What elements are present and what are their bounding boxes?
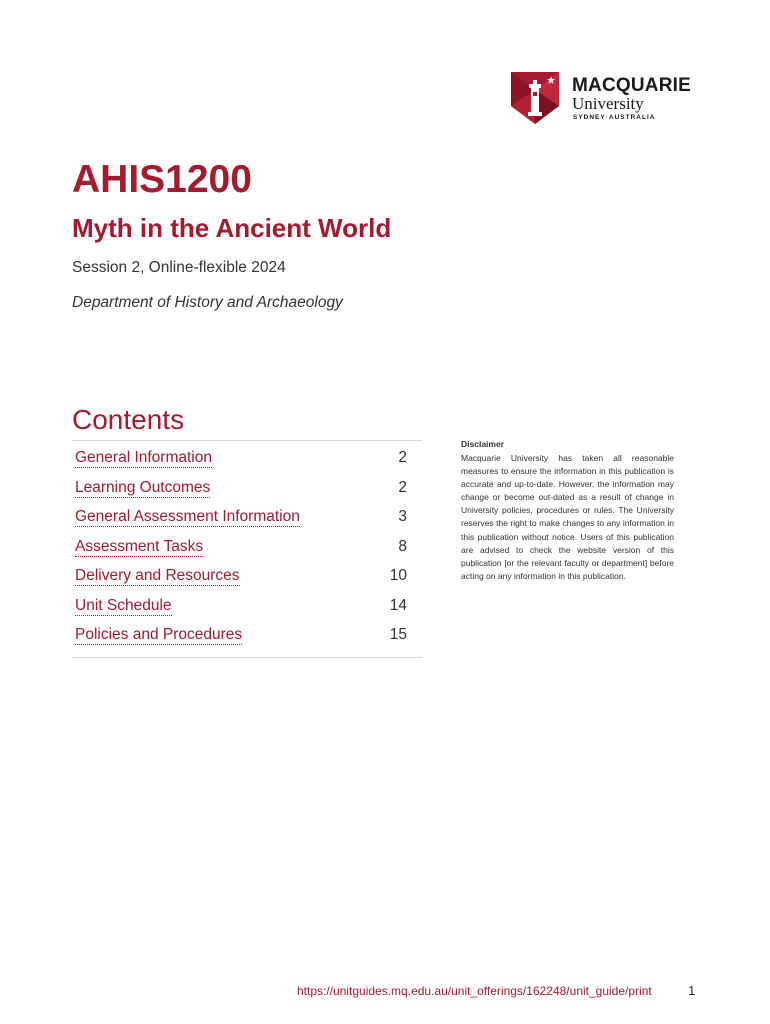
disclaimer-text: Macquarie University has taken all reasonable measures to ensure the information in this publication is accurate and up-to-date. However, the information may change or become out-dated as a result of change in University policies, procedures or rules. The University reserves the right to make changes to any information in this publication without notice. Users of this publication are advised to check the website version of this publication [or the relevant faculty or department] before acting on any information in this publication.	[461, 453, 674, 581]
footer-page-number: 1	[688, 983, 696, 998]
toc-page-number: 8	[398, 537, 407, 555]
toc-page-number: 2	[398, 449, 407, 466]
logo-location: SYDNEY·AUSTRALIA	[573, 114, 656, 121]
toc-item-unit-schedule	[72, 594, 422, 624]
toc-link-policies-and-procedures[interactable]: Policies and Procedures	[75, 626, 243, 643]
toc-page-number: 15	[389, 626, 407, 643]
disclaimer-title: Disclaimer	[461, 439, 504, 449]
logo-wordmark-macquarie: MACQUARIE	[572, 75, 691, 96]
unit-title: Myth in the Ancient World	[72, 213, 392, 243]
toc-item-general-information	[72, 446, 422, 476]
toc-item-delivery-and-resources	[72, 564, 422, 594]
toc-link-unit-schedule[interactable]: Unit Schedule	[75, 596, 172, 614]
contents-heading: Contents	[72, 404, 185, 435]
toc-page-number: 2	[398, 478, 407, 496]
toc-item-learning-outcomes	[72, 476, 422, 506]
toc-link-assessment-tasks[interactable]: Assessment Tasks	[75, 537, 204, 555]
toc-item-policies-and-procedures	[72, 623, 422, 653]
toc-link-learning-outcomes[interactable]: Learning Outcomes	[75, 478, 211, 496]
toc-page-number: 14	[389, 596, 407, 614]
toc-page-number: 3	[398, 508, 407, 525]
unit-code: AHIS1200	[72, 158, 252, 201]
university-crest-icon	[511, 72, 559, 124]
session-info: Session 2, Online-flexible 2024	[72, 259, 286, 276]
department-name: Department of History and Archaeology	[72, 294, 343, 311]
disclaimer-box	[461, 439, 674, 583]
footer-print-url-link[interactable]: https://unitguides.mq.edu.au/unit_offerings/162248/unit_guide/print	[297, 984, 652, 998]
toc-link-delivery-and-resources[interactable]: Delivery and Resources	[75, 567, 240, 584]
toc-link-general-information[interactable]: General Information	[75, 449, 212, 466]
logo-wordmark-university: University	[572, 94, 644, 113]
toc-item-general-assessment-information	[72, 505, 422, 535]
toc-page-number: 10	[389, 567, 407, 584]
table-of-contents	[72, 440, 422, 658]
macquarie-university-logo	[511, 72, 701, 124]
toc-item-assessment-tasks	[72, 535, 422, 565]
toc-link-general-assessment-information[interactable]: General Assessment Information	[75, 508, 300, 525]
